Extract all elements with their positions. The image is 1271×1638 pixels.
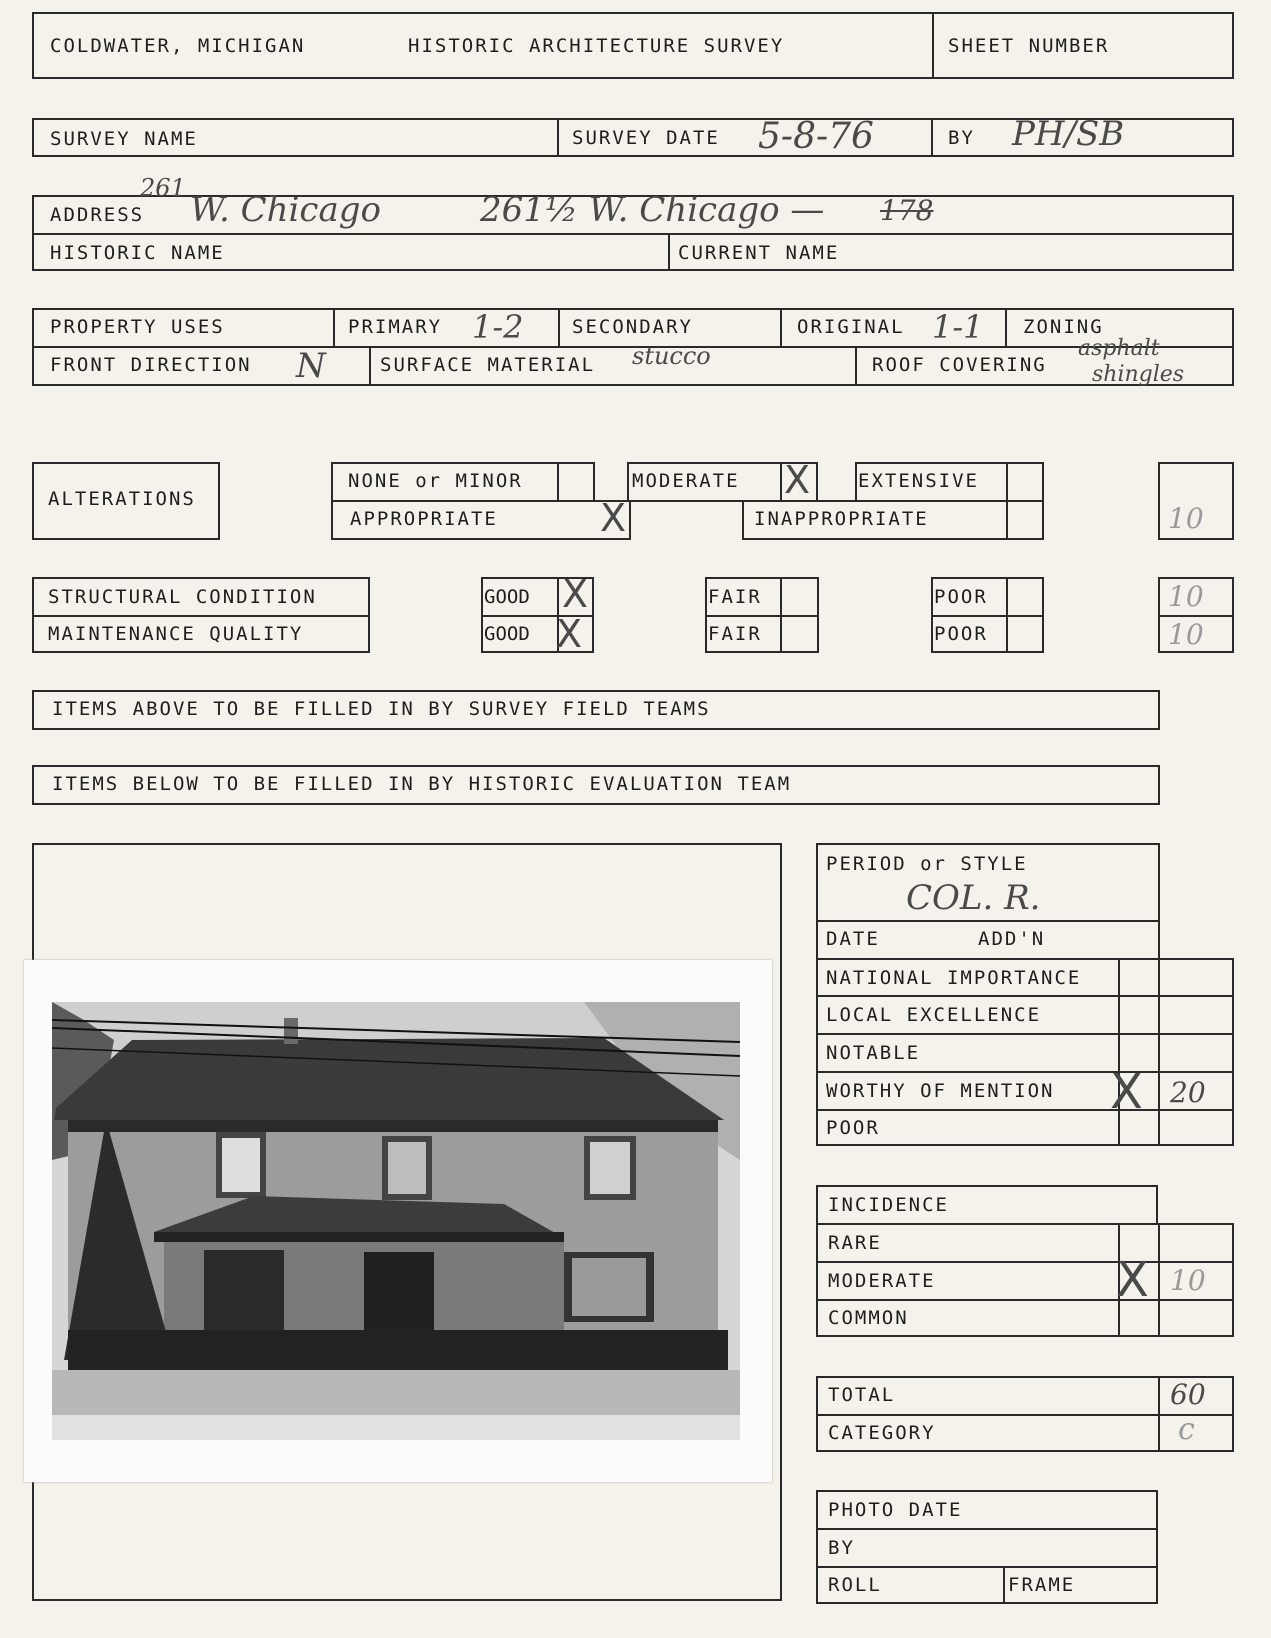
divider — [32, 615, 370, 617]
header-title: HISTORIC ARCHITECTURE SURVEY — [408, 35, 785, 57]
period-value: COL. R. — [906, 878, 1041, 918]
incidence-score: 10 — [1170, 1264, 1206, 1297]
front-direction-label: FRONT DIRECTION — [50, 354, 252, 376]
divider — [816, 1566, 1158, 1568]
historic-name-label: HISTORIC NAME — [50, 242, 225, 264]
evaluation-poor-label: POOR — [826, 1117, 880, 1139]
surface-material-label: SURFACE MATERIAL — [380, 354, 596, 376]
divider — [816, 1528, 1158, 1530]
photo-date-label: PHOTO DATE — [828, 1499, 963, 1521]
appropriate-label: APPROPRIATE — [350, 508, 498, 530]
alterations-score: 10 — [1168, 502, 1204, 535]
header-city: COLDWATER, MICHIGAN — [50, 35, 306, 57]
roof-covering-value-2: shingles — [1092, 362, 1185, 387]
divider — [557, 118, 559, 157]
divider — [668, 233, 670, 271]
maintenance-fair-label: FAIR — [708, 623, 762, 645]
structural-condition-label: STRUCTURAL CONDITION — [48, 586, 317, 608]
divider — [816, 920, 1160, 922]
divider — [333, 308, 335, 346]
primary-label: PRIMARY — [348, 316, 443, 338]
survey-by-value: PH/SB — [1012, 114, 1125, 154]
divider — [816, 1414, 1234, 1416]
divider — [1003, 1566, 1005, 1604]
divider — [705, 615, 819, 617]
address-extra: 261½ W. Chicago — — [480, 190, 825, 230]
divider — [931, 118, 933, 157]
zoning-label: ZONING — [1023, 316, 1104, 338]
house-photo-image — [24, 960, 772, 1482]
front-direction-value: N — [296, 346, 326, 386]
appropriate-check-mark: X — [600, 496, 627, 540]
sheet-number-label: SHEET NUMBER — [948, 35, 1110, 57]
divider — [816, 1261, 1234, 1263]
extensive-label: EXTENSIVE — [858, 470, 979, 492]
maintenance-good-label: GOOD — [484, 623, 530, 645]
total-label: TOTAL — [828, 1384, 896, 1406]
date-label: DATE — [826, 928, 880, 950]
divider — [1006, 462, 1008, 502]
roll-label: ROLL — [828, 1574, 882, 1596]
divider — [1158, 1223, 1160, 1337]
divider — [369, 346, 371, 386]
divider — [931, 615, 1044, 617]
roof-covering-value-1: asphalt — [1078, 336, 1160, 361]
addn-label: ADD'N — [978, 928, 1046, 950]
divider — [1005, 308, 1007, 346]
surface-material-value: stucco — [632, 342, 711, 370]
structural-score: 10 — [1168, 580, 1204, 613]
maintenance-poor-label: POOR — [934, 623, 988, 645]
address-struck-number: 178 — [880, 194, 934, 227]
address-number: 261 — [140, 174, 186, 202]
divider — [816, 995, 1234, 997]
incidence-label: INCIDENCE — [828, 1194, 949, 1216]
note-below: ITEMS BELOW TO BE FILLED IN BY HISTORIC EVALUATION TEAM — [52, 773, 792, 795]
survey-by-label: BY — [948, 127, 975, 149]
photo-by-label: BY — [828, 1537, 855, 1559]
maintenance-quality-label: MAINTENANCE QUALITY — [48, 623, 304, 645]
national-importance-label: NATIONAL IMPORTANCE — [826, 967, 1082, 989]
moderate-check-mark: X — [784, 458, 811, 502]
divider — [780, 462, 782, 502]
divider — [1006, 577, 1008, 653]
divider — [1158, 1376, 1160, 1452]
divider — [1158, 958, 1160, 1146]
property-uses-label: PROPERTY USES — [50, 316, 225, 338]
structural-fair-label: FAIR — [708, 586, 762, 608]
secondary-label: SECONDARY — [572, 316, 693, 338]
primary-value: 1-2 — [472, 308, 524, 346]
divider — [816, 1299, 1234, 1301]
divider — [932, 12, 934, 79]
structural-poor-label: POOR — [934, 586, 988, 608]
address-street: W. Chicago — [190, 190, 381, 230]
period-label: PERIOD or STYLE — [826, 853, 1028, 875]
alterations-label: ALTERATIONS — [48, 488, 196, 510]
frame-label: FRAME — [1008, 1574, 1076, 1596]
divider — [558, 308, 560, 346]
divider — [1006, 500, 1008, 540]
local-excellence-label: LOCAL EXCELLENCE — [826, 1004, 1042, 1026]
survey-name-label: SURVEY NAME — [50, 128, 198, 150]
common-label: COMMON — [828, 1307, 909, 1329]
divider — [855, 346, 857, 386]
inappropriate-label: INAPPROPRIATE — [754, 508, 929, 530]
divider — [1158, 615, 1234, 617]
notable-label: NOTABLE — [826, 1042, 921, 1064]
house-photograph — [24, 960, 772, 1482]
total-value: 60 — [1170, 1378, 1206, 1411]
survey-date-value: 5-8-76 — [758, 116, 874, 157]
category-value: c — [1178, 1412, 1195, 1447]
survey-date-label: SURVEY DATE — [572, 127, 720, 149]
rare-label: RARE — [828, 1232, 882, 1254]
maintenance-score: 10 — [1168, 618, 1204, 651]
original-value: 1-1 — [932, 308, 984, 346]
category-label: CATEGORY — [828, 1422, 936, 1444]
alterations-moderate-label: MODERATE — [632, 470, 740, 492]
note-above: ITEMS ABOVE TO BE FILLED IN BY SURVEY FIELD TEAMS — [52, 698, 711, 720]
structural-good-label: GOOD — [484, 586, 530, 608]
worthy-score: 20 — [1170, 1076, 1206, 1109]
none-minor-label: NONE or MINOR — [348, 470, 523, 492]
roof-covering-label: ROOF COVERING — [872, 354, 1047, 376]
structural-good-check-mark: X — [562, 572, 589, 616]
address-label: ADDRESS — [50, 204, 145, 226]
divider — [816, 1071, 1234, 1073]
incidence-moderate-label: MODERATE — [828, 1270, 936, 1292]
divider — [557, 462, 559, 502]
current-name-label: CURRENT NAME — [678, 242, 840, 264]
divider — [816, 1033, 1234, 1035]
incidence-check-mark: X — [1116, 1252, 1149, 1308]
original-label: ORIGINAL — [797, 316, 905, 338]
maintenance-good-check-mark: X — [556, 612, 583, 656]
divider — [780, 308, 782, 346]
divider — [816, 1109, 1234, 1111]
worthy-of-mention-label: WORTHY OF MENTION — [826, 1080, 1055, 1102]
divider — [32, 233, 1234, 235]
worthy-check-mark: X — [1110, 1064, 1143, 1120]
divider — [780, 577, 782, 653]
